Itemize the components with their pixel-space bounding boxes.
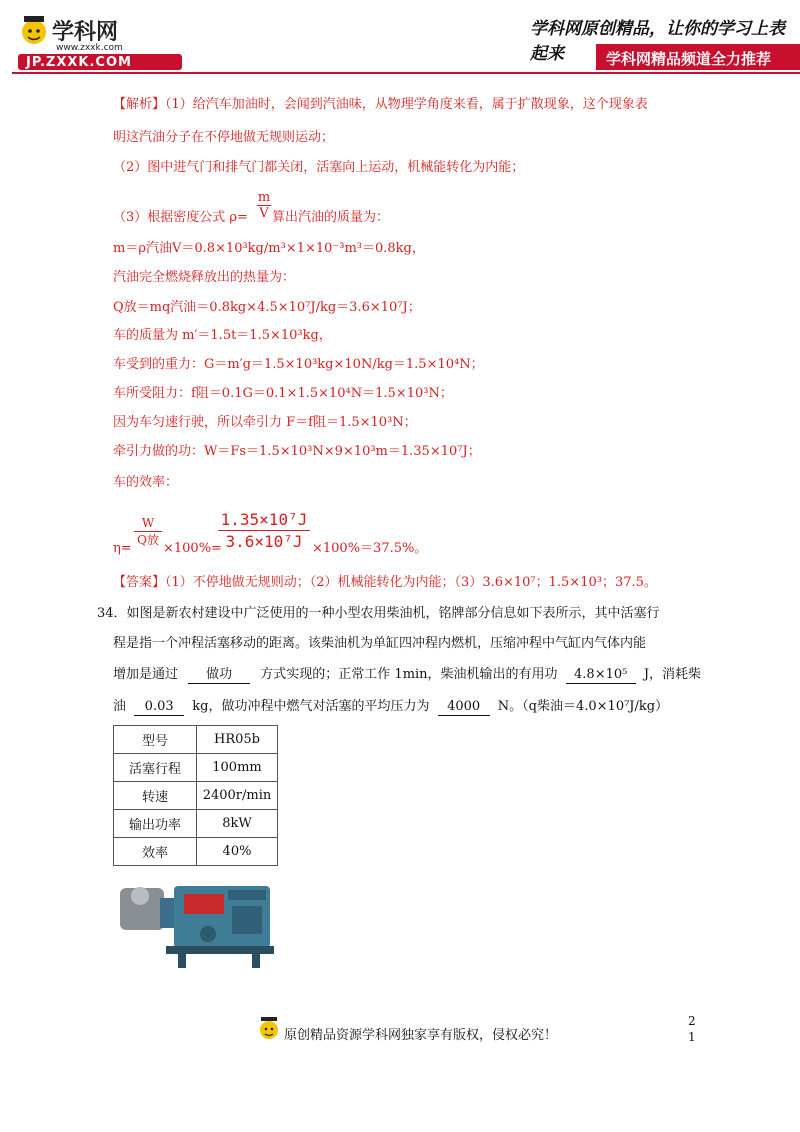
q34-line-3c: J，消耗柴 <box>643 667 702 682</box>
analysis-line-4b: 算出汽油的质量为： <box>272 210 390 225</box>
spec-table <box>113 725 278 866</box>
page-number-top: 2 <box>688 1014 696 1028</box>
blank-1: 做功 <box>188 667 250 684</box>
spec-key: 效率 <box>114 838 197 866</box>
table-row <box>114 838 278 866</box>
table-row <box>114 810 278 838</box>
spec-value: 8kW <box>197 810 278 838</box>
analysis-line-6: 汽油完全燃烧释放出的热量为： <box>113 270 296 285</box>
analysis-line-10: 车所受阻力：f阻＝0.1G＝0.1×1.5×10⁴N＝1.5×10³N； <box>113 386 453 401</box>
analysis-line-5: m＝ρ汽油V＝0.8×10³kg/m³×1×10⁻³m³＝0.8kg， <box>113 241 425 256</box>
header-banner-text: 学科网精品频道全力推荐 <box>606 50 772 68</box>
header-rule <box>12 72 800 74</box>
eta-prefix: η= <box>113 541 132 556</box>
analysis-line-3: （2）图中进气门和排气门都关闭，活塞向上运动，机械能转化为内能； <box>113 160 525 175</box>
spec-value: 2400r/min <box>197 782 278 810</box>
blank-3: 0.03 <box>134 699 184 716</box>
analysis-line-11: 因为车匀速行驶，所以牵引力 F＝f阻＝1.5×10³N； <box>113 415 417 430</box>
table-row <box>114 754 278 782</box>
density-fraction-den: V <box>257 205 271 221</box>
analysis-line-1: 【解析】（1）给汽车加油时，会闻到汽油味，从物理学角度来看，属于扩散现象，这个现象表 <box>113 97 648 112</box>
logo-url: www.zxxk.com <box>56 43 123 53</box>
blank-2: 4.8×10⁵ <box>566 667 636 684</box>
q34-line-3b: 方式实现的；正常工作 1min，柴油机输出的有用功 <box>260 667 558 682</box>
density-fraction-num: m <box>257 190 271 205</box>
eta-mid: ×100%= <box>163 541 222 556</box>
spec-key: 输出功率 <box>114 810 197 838</box>
eta-fraction-1-num: W <box>141 516 155 530</box>
q34-line-4c: N。（q柴油＝4.0×10⁷J/kg） <box>497 699 669 714</box>
mascot-icon <box>258 1016 280 1044</box>
blank-4: 4000 <box>438 699 490 716</box>
spec-value: 40% <box>197 838 278 866</box>
eta-fraction-1-den: Q放 <box>134 531 162 548</box>
analysis-line-7: Q放＝mq汽油＝0.8kg×4.5×10⁷J/kg＝3.6×10⁷J； <box>113 300 421 315</box>
footer-copyright: 原创精品资源学科网独家享有版权，侵权必究！ <box>284 1028 558 1043</box>
eta-fraction-2-den: 3.6×10⁷J <box>218 530 310 552</box>
q34-line-4 <box>113 699 668 716</box>
analysis-line-4 <box>113 210 248 226</box>
spec-value: 100mm <box>197 754 278 782</box>
density-fraction <box>257 190 271 221</box>
q34-line-3a: 增加是通过 <box>113 667 179 682</box>
eta-suffix: ×100%＝37.5%。 <box>312 541 428 556</box>
logo-banner: JP.ZXXK.COM <box>26 55 132 70</box>
page-number-bottom: 1 <box>688 1030 696 1044</box>
header-banner <box>596 44 800 70</box>
eta-fraction-2-num: 1.35×10⁷J <box>220 510 308 529</box>
q34-line-4a: 油 <box>113 699 127 714</box>
analysis-line-2: 明这汽油分子在不停地做无规则运动； <box>113 130 335 145</box>
logo-text: 学科网 <box>52 20 119 45</box>
answer-line: 【答案】（1）不停地做无规则动；（2）机械能转化为内能；（3）3.6×10⁷；1.5×10³；37.5。 <box>113 575 657 590</box>
eta-fraction-2 <box>218 509 310 552</box>
analysis-line-12: 牵引力做的功：W＝Fs＝1.5×10³N×9×10³m＝1.35×10⁷J； <box>113 444 481 459</box>
q34-line-4b: kg，做功冲程中燃气对活塞的平均压力为 <box>192 699 430 714</box>
spec-key: 型号 <box>114 726 197 754</box>
table-row <box>114 726 278 754</box>
analysis-line-13: 车的效率： <box>113 475 179 490</box>
spec-key: 活塞行程 <box>114 754 197 782</box>
eta-fraction-1 <box>134 515 162 548</box>
q34-line-3 <box>113 667 701 684</box>
spec-key: 转速 <box>114 782 197 810</box>
spec-value: HR05b <box>197 726 278 754</box>
analysis-line-8: 车的质量为 m′＝1.5t＝1.5×10³kg， <box>113 328 332 343</box>
analysis-line-9: 车受到的重力：G＝m′g＝1.5×10³kg×10N/kg＝1.5×10⁴N； <box>113 357 484 372</box>
header-slogan: 学科网原创精品，让你的学习上表起来 <box>530 19 785 64</box>
q34-line-2: 程是指一个冲程活塞移动的距离。该柴油机为单缸四冲程内燃机，压缩冲程中气缸内气体内能 <box>113 636 647 651</box>
density-formula-prefix: （3）根据密度公式 ρ= <box>113 210 248 225</box>
q34-line-1: 34．如图是新农村建设中广泛使用的一种小型农用柴油机，铭牌部分信息如下表所示，其中活塞行 <box>97 606 660 621</box>
xuekewang-logo <box>12 8 184 72</box>
diesel-engine-image <box>112 876 282 972</box>
table-row <box>114 782 278 810</box>
